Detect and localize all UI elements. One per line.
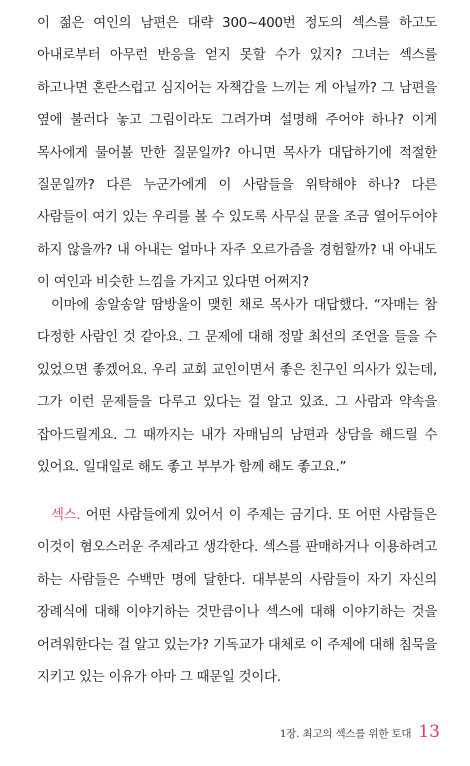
section-keyword: 섹스. — [51, 508, 81, 523]
body-paragraph-1 — [37, 8, 437, 300]
body-paragraph-2 — [37, 290, 437, 484]
paragraph-3-text: 어떤 사람들에게 있어서 이 주제는 금기다. 또 어떤 사람들은 이것이 혐오스러운 주제라고 생각한다. 섹스를 판매하거나 이용하려고 하는 사람들은 수백만 명에 달한다. 대부분의 사람들이 자기 자신의 장례식에 대해 이야기하는 것만큼이나 섹스에 대해 이야기하는 것을 어려워한다는 걸 알고 있는가? 기독교가 대체로 이 주제에 대해 침묵을 지키고 있는 이유가 아마 그 때문일 것이다. — [37, 508, 437, 686]
paragraph-1-text: 이 젊은 여인의 남편은 대략 300~400번 정도의 섹스를 하고도 아내로부터 아무런 반응을 얻지 못할 수가 있지? 그녀는 섹스를 하고나면 혼란스럽고 심지어는 자책감을 느끼는 게 아닐까? 그 남편을 옆에 불러다 놓고 그림이라도 그려가며 설명해 주어야 하나? 이게 목사에게 물어볼 만한 질문일까? 아니면 목사가 대답하기에 적절한 질문일까? 다른 누군가에게 이 사람들을 위탁해야 하나? 다른 사람들이 여기 있는 우리를 볼 수 있도록 사무실 문을 조금 열어두어야 하지 않을까? 내 아내는 얼마나 자주 오르가즘을 경험할까? 내 아내도 이 여인과 비슷한 느낌을 가지고 있다면 어쩌지? — [37, 16, 437, 291]
chapter-title: 1장. 최고의 섹스를 위한 토대 — [279, 728, 412, 740]
page-number: 13 — [418, 722, 440, 742]
page-footer — [280, 722, 440, 742]
body-paragraph-3 — [37, 500, 437, 694]
paragraph-2-text: 이마에 송알송알 땀방울이 맺힌 채로 목사가 대답했다. “자매는 참 다정한 사람인 것 같아요. 그 문제에 대해 정말 최선의 조언을 들을 수 있었으면 좋겠어요. 우리 교회 교인이면서 좋은 친구인 의사가 있는데, 그가 이런 문제들을 다루고 있다는 걸 알고 있죠. 그 사람과 약속을 잡아드릴게요. 그 때까지는 내가 자매님의 남편과 상담을 해드릴 수 있어요. 일대일로 해도 좋고 부부가 함께 해도 좋고요.” — [37, 298, 437, 476]
